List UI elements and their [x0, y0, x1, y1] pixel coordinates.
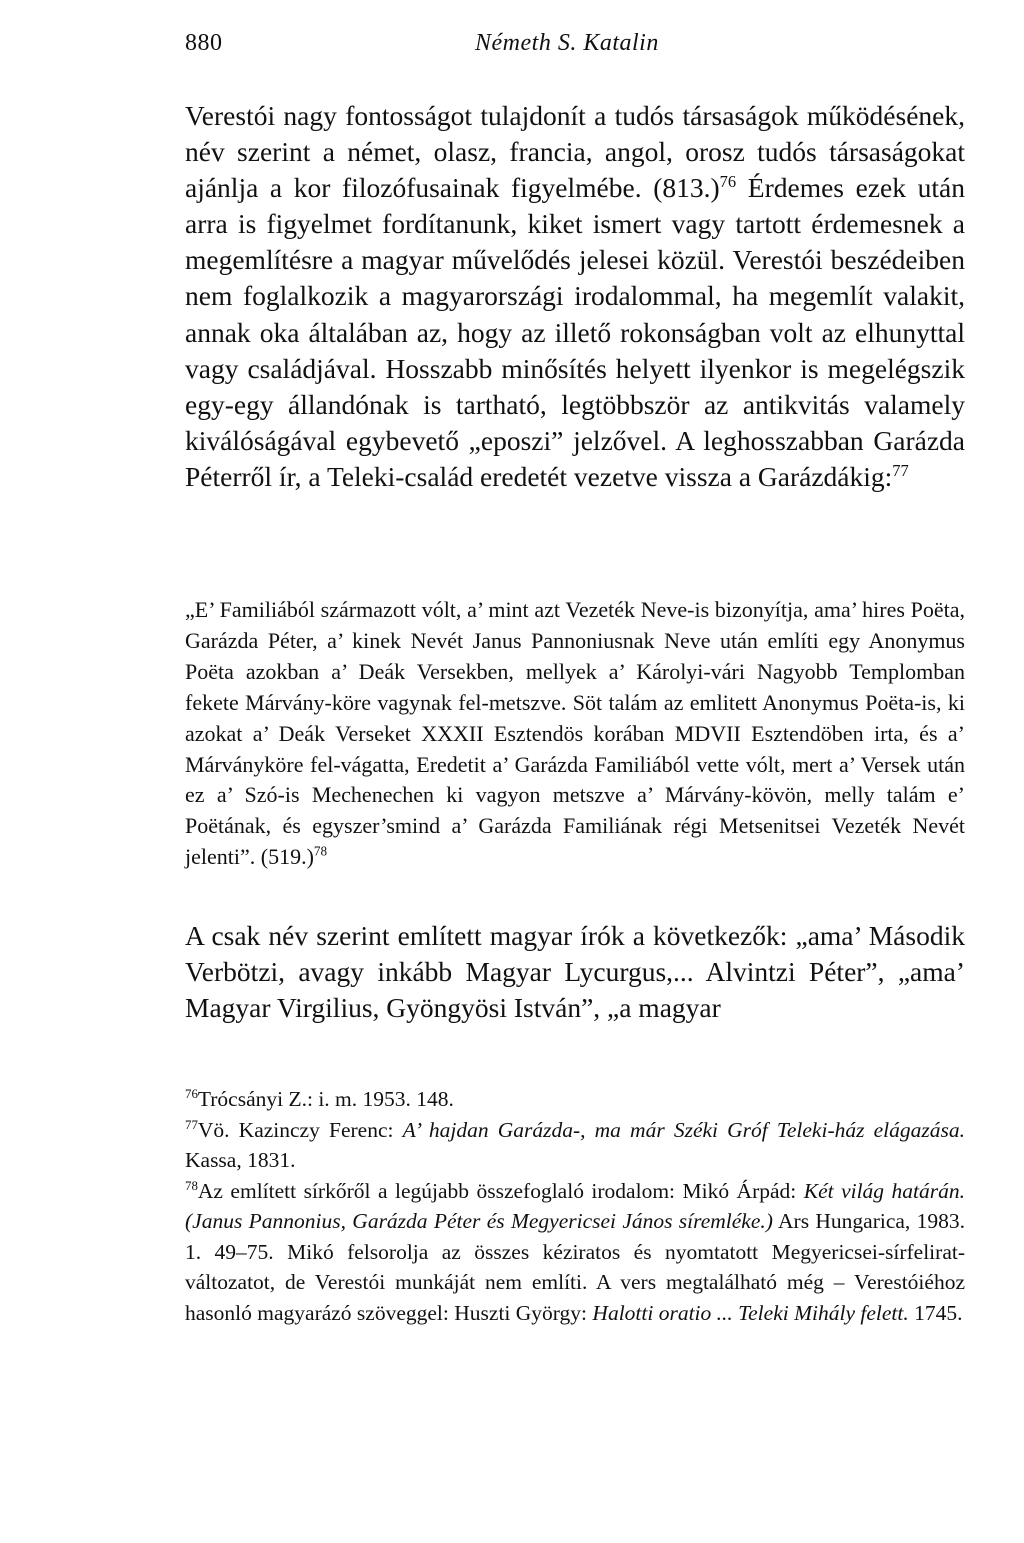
page-header	[185, 30, 965, 64]
block-quote	[185, 595, 965, 873]
footnote-76-text: Trócsányi Z.: i. m. 1953. 148.	[197, 1087, 454, 1111]
footnote-78-title-b: Halotti oratio ... Teleki Mihály felett.	[592, 1300, 909, 1325]
body-paragraph-1	[185, 98, 965, 495]
footnote-78-text-b: Ars Hungarica, 1983. 1. 49–75. Mikó felsorolja az összes kéziratos és nyomtatott Megyericsei-sírfelirat-változatot, de Verestói munkáját nem említi. A vers megtalálható még – Verestóiéhoz hasonló magyarázó szöveggel: Huszti György:	[185, 1209, 965, 1325]
quote-text: „E’ Familiából származott vólt, a’ mint azt Vezeték Neve-is bizonyítja, ama’ hires Poëta, Garázda Péter, a’ kinek Nevét Janus Pannoniusnak Neve után említi egy Anonymus Poëta azokban a’ Deák Versekben, mellyek a’ Károlyi-vári Nagyobb Templomban fekete Márvány-köre vagynak fel-metszve. Söt talám az emlitett Anonymus Poëta-is, ki azokat a’ Deák Verseket XXXII Esztendös korában MDVII Esztendöben irta, és a’ Márványköre fel-vágatta, Eredetit a’ Garázda Familiából vette vólt, mert a’ Versek után ez a’ Szó-is Mechenechen ki vagyon metszve a’ Márvány-kövön, melly talám e’ Poëtának, és egyszer’smind a’ Garázda Familiának régi Metsenitsei Vezeték Nevét jelenti”. (519.)	[185, 597, 965, 870]
body-paragraph-2: A csak név szerint említett magyar írók a következők: „ama’ Második Verbötzi, avagy inkább Magyar Lycurgus,... Alvintzi Péter”, „ama’ Magyar Virgilius, Gyöngyösi István”, „a magyar	[185, 920, 965, 1024]
footnote-78-text-c: 1745.	[908, 1300, 963, 1325]
footnote-78-title-a: Két világ határán. (Janus Pannonius, Garázda Péter és Megyericsei János síremléke.)	[185, 1178, 965, 1233]
footnote-76	[185, 1084, 965, 1115]
paragraph-1-text-a: Verestói nagy fontosságot tulajdonít a tudós társaságok működésének, név szerint a német, olasz, francia, angol, orosz tudós társaságokat ajánlja a kor filozófusainak figyelmébe. (813.)	[185, 100, 965, 204]
running-head: Németh S. Katalin	[475, 30, 659, 56]
footnote-78	[185, 1176, 965, 1329]
footnote-78-text-a: Az említett sírkőről a legújabb összefoglaló irodalom: Mikó Árpád:	[197, 1178, 804, 1203]
footnote-number-77: 77	[185, 1117, 198, 1132]
footnote-77-prefix: Vö. Kazinczy Ferenc:	[197, 1117, 403, 1142]
footnote-ref-78: 78	[313, 843, 328, 859]
footnote-77-title: A’ hajdan Garázda-, ma már Széki Gróf Teleki-ház elágazása.	[402, 1117, 965, 1142]
footnote-ref-76: 76	[719, 172, 737, 192]
footnote-number-76: 76	[185, 1086, 198, 1101]
footnote-77	[185, 1115, 965, 1176]
footnote-77-suffix: Kassa, 1831.	[185, 1148, 296, 1172]
footnote-ref-77: 77	[892, 460, 909, 480]
footnote-number-78: 78	[185, 1178, 198, 1193]
paragraph-1-text-b: Érdemes ezek után arra is figyelmet fordítanunk, kiket ismert vagy tartott érdemesnek a megemlítésre a magyar művelődés jelesei közül. Verestói beszédeiben nem foglalkozik a magyarországi irodalommal, ha megemlít valakit, annak oka általában az, hogy az illető rokonságban volt az elhunyttal vagy családjával. Hosszabb minősítés helyett ilyenkor is megelégszik egy-egy állandónak is tartható, legtöbbször az antikvitás valamely kiválóságával egybevető „eposzi” jelzővel. A leghosszabban Garázda Péterről ír, a Teleki-család eredetét vezetve vissza a Garázdákig:	[185, 172, 965, 492]
footnotes	[185, 1084, 965, 1328]
page-number: 880	[185, 30, 223, 56]
